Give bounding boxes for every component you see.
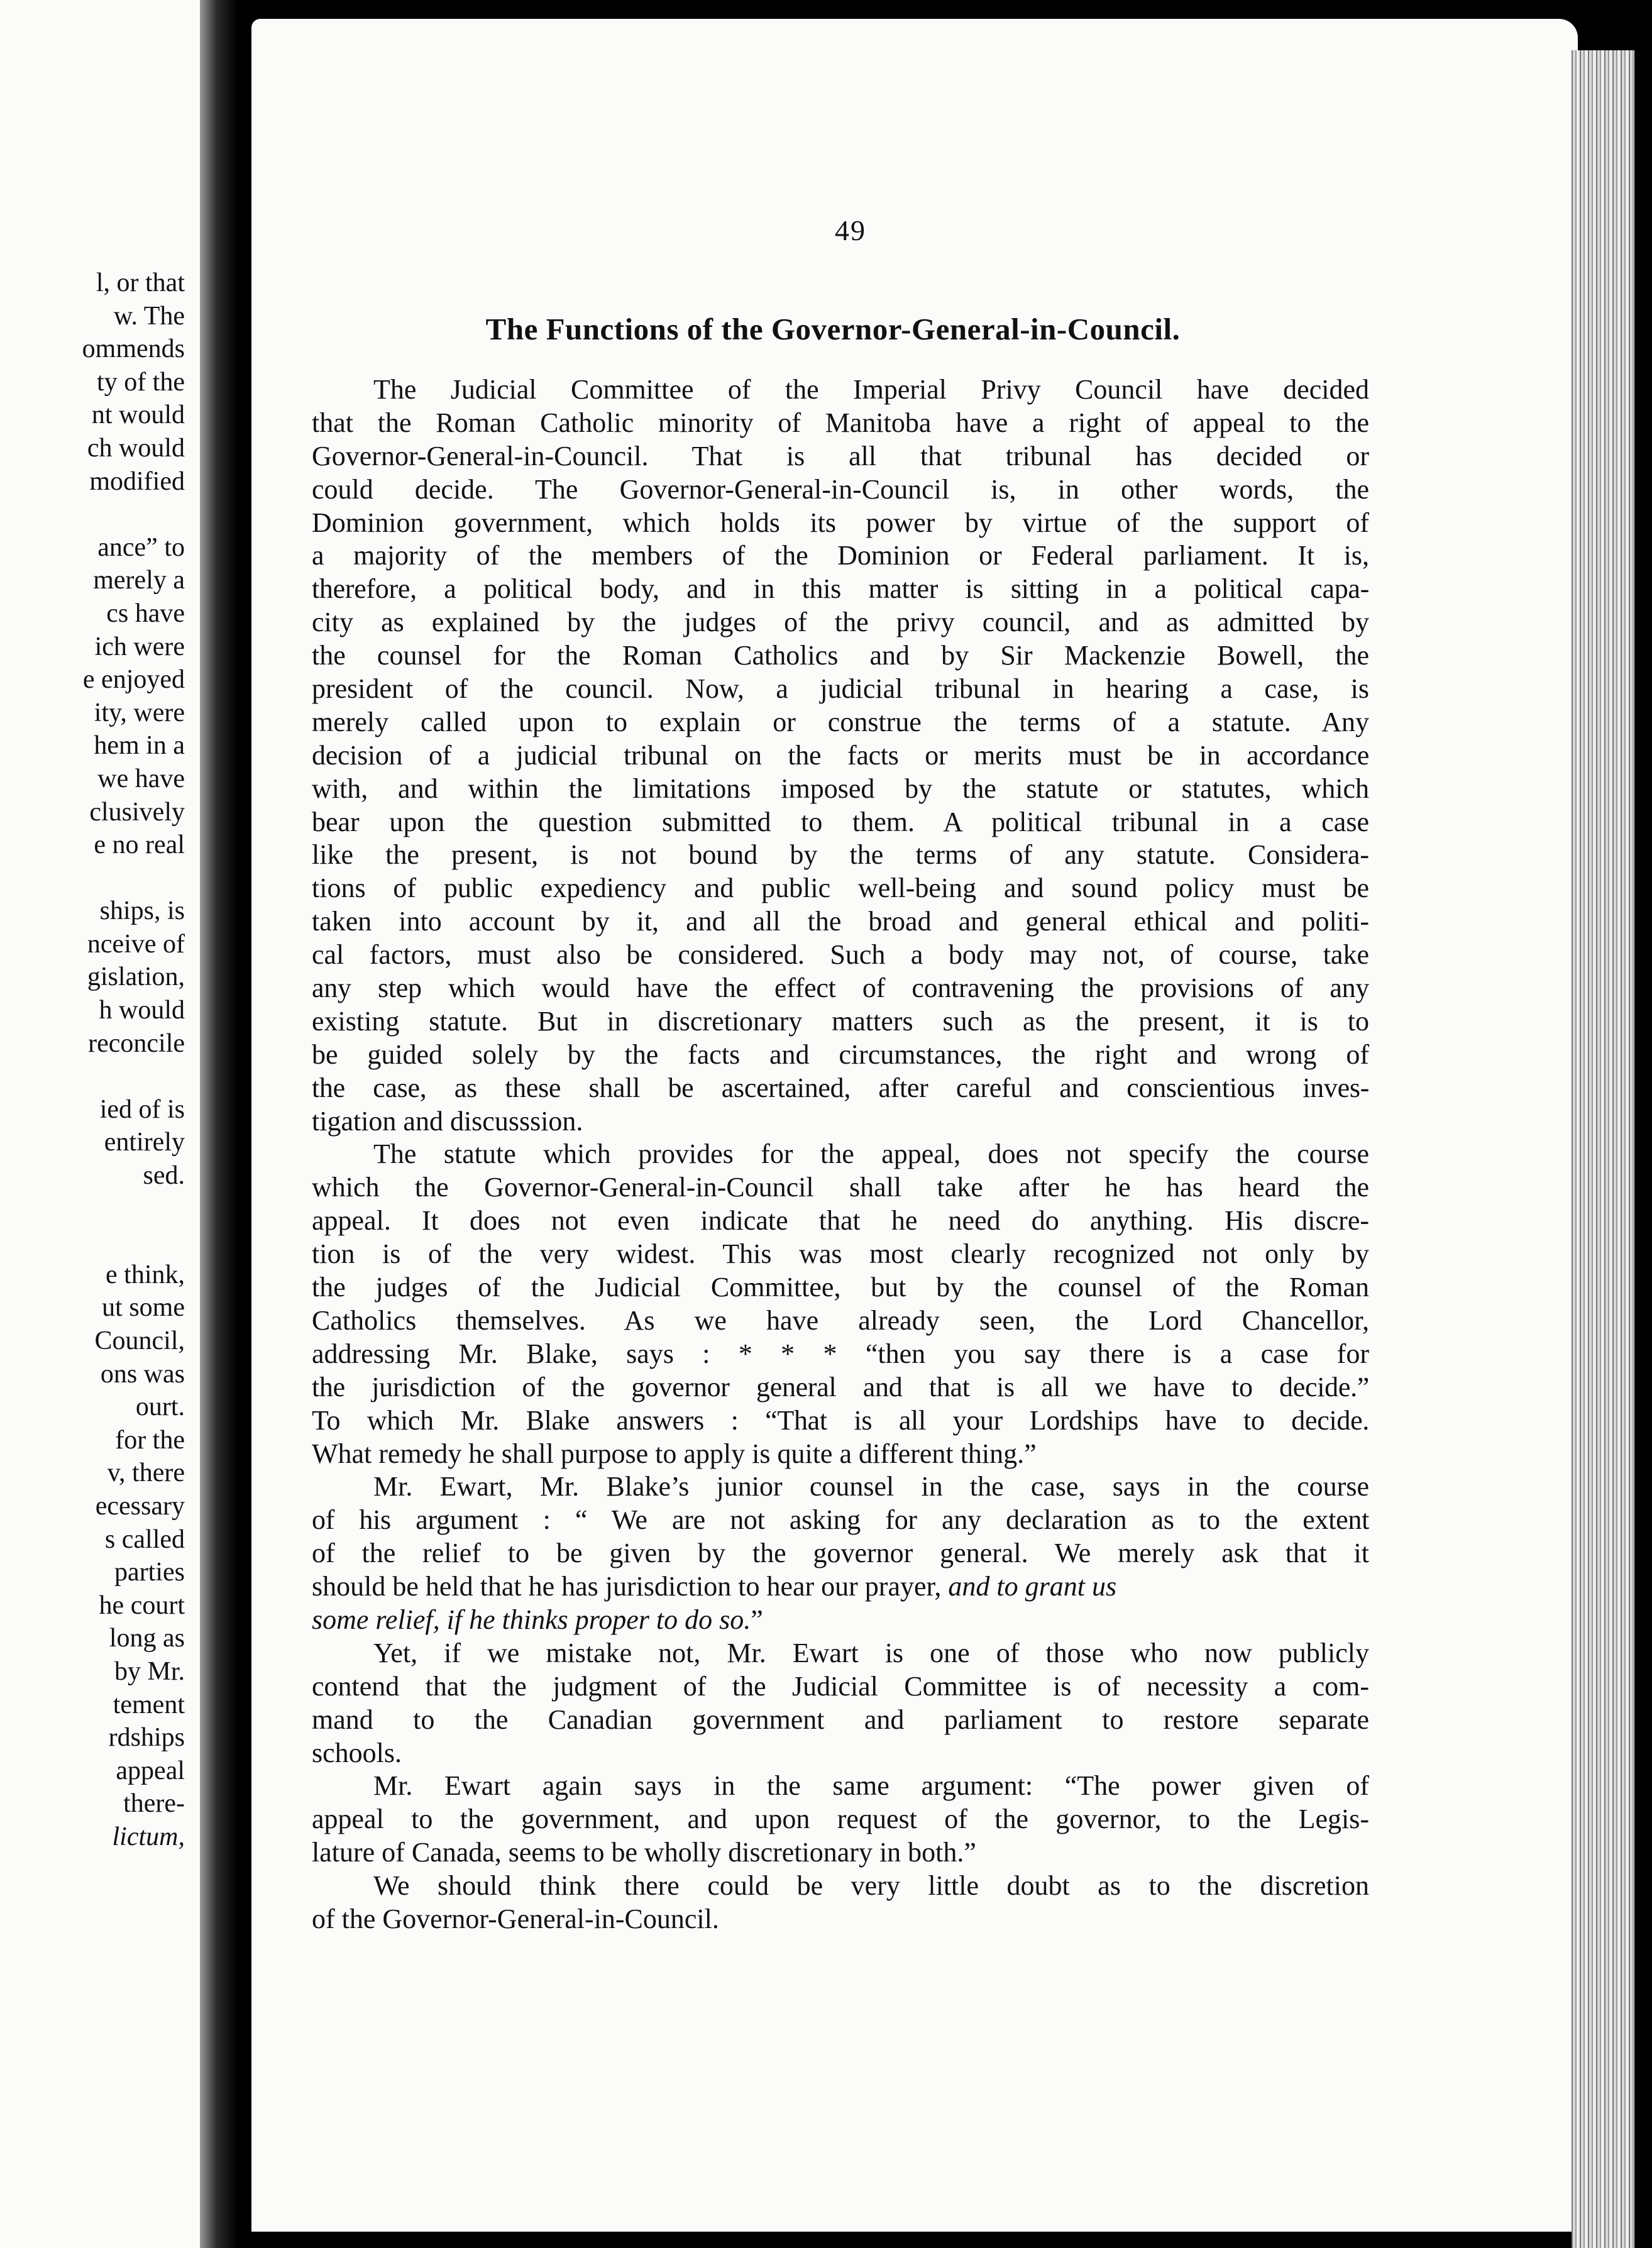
text-line: of the relief to be given by the governor general. We merely ask that it [312, 1538, 1369, 1569]
text-line: tigation and discusssion. [312, 1105, 583, 1137]
facing-line [82, 862, 185, 895]
facing-line: e no real [94, 830, 185, 860]
facing-line: ied of is [99, 1094, 185, 1124]
text-line: president of the council. Now, a judicial tribunal in hearing a case, is [312, 673, 1369, 705]
text-span: should be held that he has jurisdiction to hear our prayer, [312, 1571, 942, 1602]
text-line: existing statute. But in discretionary matters such as the present, it is to [312, 1005, 1369, 1037]
facing-line: h would [99, 996, 185, 1025]
text-line: mand to the Canadian government and parliament to restore separate [312, 1704, 1369, 1735]
facing-line: ons was [100, 1359, 185, 1389]
text-line: taken into account by it, and all the broad and general ethical and politi- [312, 906, 1369, 937]
text-line: Yet, if we mistake not, Mr. Ewart is one of those who now publicly [373, 1637, 1369, 1668]
facing-line: s called [104, 1524, 185, 1554]
text-line: could decide. The Governor-General-in-Council is, in other words, the [312, 473, 1369, 505]
facing-line: merely a [93, 566, 185, 595]
facing-line: ty of the [97, 367, 185, 397]
text-line: What remedy he shall purpose to apply is quite a different thing.” [312, 1438, 1037, 1469]
facing-line: e think, [106, 1260, 185, 1289]
text-line: a majority of the members of the Dominion or Federal parliament. It is, [312, 540, 1369, 571]
facing-line [82, 498, 185, 531]
facing-line: w. The [113, 301, 185, 331]
text-line: appeal to the government, and upon request of the governor, to the Legis- [312, 1804, 1369, 1835]
facing-line: nt would [91, 400, 185, 430]
closing-quote: ” [751, 1604, 763, 1635]
facing-line [82, 1060, 185, 1093]
text-line: which the Governor-General-in-Council shall take after he has heard the [312, 1172, 1369, 1203]
facing-line: ity, were [94, 698, 185, 727]
facing-line: appeal [116, 1756, 185, 1785]
text-line: Catholics themselves. As we have already seen, the Lord Chancellor, [312, 1304, 1369, 1336]
page-heading: The Functions of the Governor-General-in-Council. [485, 312, 1181, 346]
text-line: the case, as these shall be ascertained, after careful and conscientious inves- [312, 1072, 1369, 1103]
facing-line: l, or that [96, 268, 185, 297]
facing-line: by Mr. [114, 1656, 185, 1686]
facing-line: long as [109, 1624, 185, 1653]
facing-line: Council, [94, 1326, 185, 1355]
text-line: decision of a judicial tribunal on the facts or merits must be in accordance [312, 739, 1369, 771]
facing-page-text [82, 267, 185, 1854]
facing-line: rdships [108, 1723, 185, 1753]
facing-line: ut some [102, 1293, 185, 1323]
text-line: like the present, is not bound by the terms of any statute. Considera- [312, 839, 1369, 871]
text-line: The statute which provides for the appeal, does not specify the course [373, 1138, 1369, 1170]
facing-line: v, there [107, 1458, 185, 1488]
facing-line: he court [99, 1590, 185, 1620]
scan-border [1634, 0, 1652, 2248]
text-line: addressing Mr. Blake, says : * * * “then you say there is a case for [312, 1338, 1369, 1369]
facing-line: ch would [87, 433, 185, 463]
text-line: To which Mr. Blake answers : “That is all your Lordships have to decide. [312, 1404, 1369, 1436]
facing-line: we have [97, 764, 185, 793]
text-line: Governor-General-in-Council. That is all that tribunal has decided or [312, 440, 1369, 471]
facing-line: ships, is [99, 896, 185, 926]
text-line: contend that the judgment of the Judicial Committee is of necessity a com- [312, 1670, 1369, 1702]
facing-line: ich were [94, 632, 185, 661]
text-line: appeal. It does not even indicate that he need do anything. His discre- [312, 1205, 1369, 1237]
body-text [312, 373, 1369, 1936]
text-line [312, 1570, 1369, 1604]
facing-line: ourt. [135, 1392, 185, 1422]
facing-line: there- [123, 1789, 185, 1819]
text-line: The Judicial Committee of the Imperial Privy Council have decided [373, 374, 1369, 405]
facing-line: reconcile [88, 1028, 185, 1058]
text-line: Mr. Ewart again says in the same argument: “The power given of [373, 1770, 1369, 1802]
text-line: with, and within the limitations imposed by the statute or statutes, which [312, 773, 1369, 804]
text-line: therefore, a political body, and in this matter is sitting in a political capa- [312, 573, 1369, 605]
facing-line [82, 1225, 185, 1259]
text-line: of the Governor-General-in-Council. [312, 1903, 719, 1934]
facing-line: entirely [104, 1128, 185, 1157]
text-line: Mr. Ewart, Mr. Blake’s junior counsel in the case, says in the course [373, 1471, 1369, 1502]
italic-span: and to grant us [948, 1571, 1117, 1602]
facing-line: lictum, [112, 1822, 185, 1851]
text-line: merely called upon to explain or construe the terms of a statute. Any [312, 706, 1369, 737]
text-line: the counsel for the Roman Catholics and by Sir Mackenzie Bowell, the [312, 640, 1369, 671]
text-line: Dominion government, which holds its power by virtue of the support of [312, 507, 1369, 538]
facing-line [82, 1193, 185, 1226]
text-line: that the Roman Catholic minority of Manitoba have a right of appeal to the [312, 407, 1369, 438]
facing-line: ommends [82, 334, 185, 364]
facing-line: cs have [106, 598, 185, 628]
text-line: be guided solely by the facts and circumstances, the right and wrong of [312, 1039, 1369, 1070]
italic-span: some relief, if he thinks proper to do so. [312, 1604, 751, 1635]
facing-line: ance” to [97, 532, 185, 562]
facing-line: e enjoyed [82, 665, 185, 695]
text-line: tion is of the very widest. This was most clearly recognized not only by [312, 1238, 1369, 1270]
facing-line: sed. [143, 1161, 185, 1191]
text-line: tions of public expediency and public well-being and sound policy must be [312, 873, 1369, 904]
text-line: the jurisdiction of the governor general and that is all we have to decide.” [312, 1371, 1369, 1402]
facing-page [0, 0, 200, 2248]
text-line: lature of Canada, seems to be wholly discretionary in both.” [312, 1837, 976, 1868]
facing-line: gislation, [87, 962, 185, 992]
facing-line: parties [114, 1558, 185, 1587]
text-line: bear upon the question submitted to them. A political tribunal in a case [312, 806, 1369, 837]
text-line [312, 1604, 1369, 1637]
text-line: any step which would have the effect of contravening the provisions of any [312, 972, 1369, 1004]
facing-line: hem in a [94, 731, 185, 761]
text-line: We should think there could be very little doubt as to the discretion [373, 1870, 1369, 1902]
text-line: the judges of the Judicial Committee, but by the counsel of the Roman [312, 1272, 1369, 1303]
book-gutter [200, 0, 238, 2248]
text-line: cal factors, must also be considered. Such a body may not, of course, take [312, 939, 1369, 971]
facing-line: ecessary [95, 1491, 185, 1521]
facing-line: tement [113, 1690, 185, 1719]
page-stack-edge [1572, 50, 1634, 2248]
text-line: schools. [312, 1737, 402, 1768]
facing-line: for the [115, 1425, 185, 1455]
facing-line: clusively [89, 797, 185, 827]
text-line: city as explained by the judges of the privy council, and as admitted by [312, 607, 1369, 638]
text-line: of his argument : “ We are not asking for any declaration as to the extent [312, 1504, 1369, 1536]
facing-line: nceive of [87, 929, 185, 959]
page-number: 49 [835, 214, 866, 246]
facing-line: modified [89, 466, 185, 496]
